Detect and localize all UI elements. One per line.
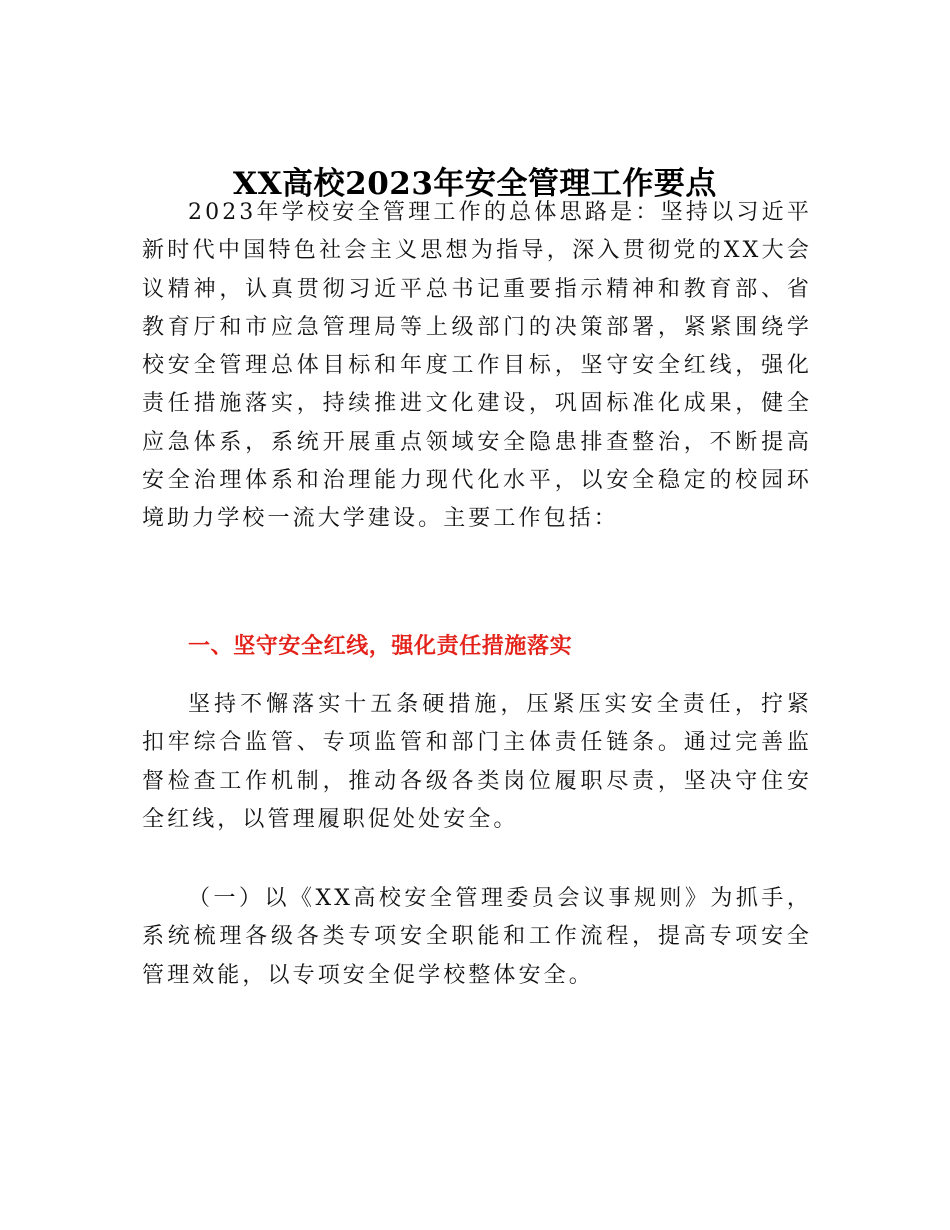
document-title: XX高校2023年安全管理工作要点 <box>233 165 717 202</box>
item-1-paragraph: （一）以《XX高校安全管理委员会议事规则》为抓手，系统梳理各级各类专项安全职能和工作流程，提高专项安全管理效能，以专项安全促学校整体安全。 <box>142 886 812 988</box>
intro-paragraph: 2023年学校安全管理工作的总体思路是：坚持以习近平新时代中国特色社会主义思想为指导，深入贯彻党的XX大会议精神，认真贯彻习近平总书记重要指示精神和教育部、省教育厅和市应急管理局等上级部门的决策部署，紧紧围绕学校安全管理总体目标和年度工作目标，坚守安全红线，强化责任措施落实，持续推进文化建设，巩固标准化成果，健全应急体系，系统开展重点领域安全隐患排查整治，不断提高安全治理体系和治理能力现代化水平，以安全稳定的校园环境助力学校一流大学建设。主要工作包括： <box>142 200 812 532</box>
section-1-heading: 一、坚守安全红线，强化责任措施落实 <box>188 634 573 659</box>
section-1-paragraph: 坚持不懈落实十五条硬措施，压紧压实安全责任，拧紧扣牢综合监管、专项监管和部门主体责任链条。通过完善监督检查工作机制，推动各级各类岗位履职尽责，坚决守住安全红线，以管理履职促处处安全。 <box>142 692 812 832</box>
